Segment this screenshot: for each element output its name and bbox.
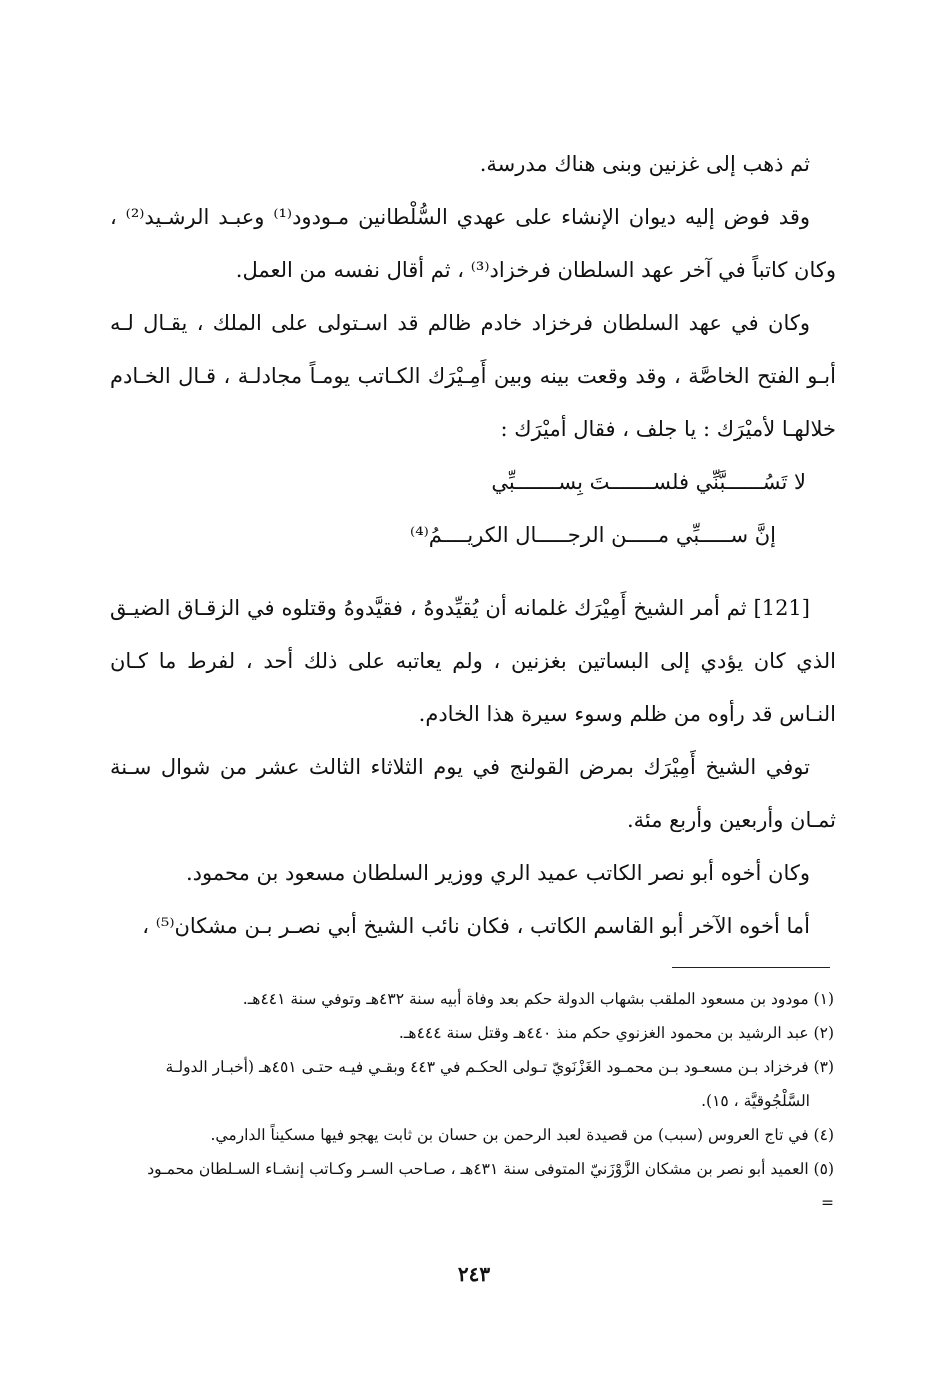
poetry-verse: [110, 456, 836, 562]
paragraph-3: وكان في عهد السلطان فرخزاد خادم ظالم قد اسـتولى على الملك ، يقـال لـه أبـو الفتح الخاصَّة ، وقد وقعت بينه وبين أَمِـيْرَك الكـاتب يومـاً مجادلـة ، قـال الخـادم خلالهـا لأميْرَك : يا جلف ، فقال أميْرَك :: [110, 311, 836, 441]
footnote-3: (٣) فرخزاد بـن مسعـود بـن محمـود الغَزْنَويّ تـولى الحكـم في ٤٤٣ وبقـي فيـه حتـى ٤٥١هـ (أخبـار الدولـة: [165, 1058, 834, 1076]
paragraph-2: وقد فوض إليه ديوان الإنشاء على عهدي السُّلْطانين مـودود⁽¹⁾ وعبـد الرشـيد⁽²⁾ ، وكان كاتباً في آخر عهد السلطان فرخزاد⁽³⁾ ، ثم أقال نفسه من العمل.: [110, 205, 836, 282]
footnote-1: (١) مودود بن مسعود الملقب بشهاب الدولة حكم بعد وفاة أبيه سنة ٤٣٢هـ وتوفي سنة ٤٤١هـ.: [242, 990, 834, 1008]
footnotes: [112, 982, 834, 1220]
paragraph-6: وكان أخوه أبو نصر الكاتب عميد الري ووزير السلطان مسعود بن محمود.: [186, 861, 810, 885]
footnote-2: (٢) عبد الرشيد بن محمود الغزنوي حكم منذ ٤٤٠هـ وقتل سنة ٤٤٤هـ.: [398, 1024, 834, 1042]
footnote-3-continued: السَّلْجُوقيَّة ، ١٥).: [701, 1092, 810, 1110]
verse-line-2: إنَّ ســـــبِّي مـــــن الرجـــــال الكريــــمُ⁽⁴⁾: [410, 523, 776, 547]
page-number: ٢٤٣: [457, 1262, 491, 1286]
footnote-continuation-mark: =: [821, 1194, 834, 1212]
paragraph-7: أما أخوه الآخر أبو القاسم الكاتب ، فكان نائب الشيخ أبي نصـر بـن مشكان⁽⁵⁾ ،: [142, 914, 810, 938]
footnote-divider: [672, 967, 830, 968]
footnote-4: (٤) في تاج العروس (سبب) من قصيدة لعبد الرحمن بن حسان بن ثابت يهجو فيها مسكيناً الدارمي.: [210, 1126, 834, 1144]
paragraph-1: ثم ذهب إلى غزنين وبنى هناك مدرسة.: [479, 152, 810, 176]
verse-line-1: لا تَسُــــــبَّنِّي فلســـــــتَ بِســـــــبِّي: [491, 470, 806, 494]
paragraph-4: [121] ثم أمر الشيخ أَمِيْرَك غلمانه أن يُقيِّدوهُ ، فقيَّدوهُ وقتلوه في الزقـاق الضيـق الذي كان يؤدي إلى البساتين بغزنين ، ولم يعاتبه على ذلك أحد ، لفرط ما كـان النـاس قد رأوه من ظلم وسوء سيرة هذا الخادم.: [110, 596, 836, 726]
paragraph-5: توفي الشيخ أَمِيْرَك بمرض القولنج في يوم الثلاثاء الثالث عشر من شوال سـنة ثمـان وأربعين وأربع مئة.: [110, 755, 836, 832]
main-text: [110, 138, 836, 953]
footnote-5: (٥) العميد أبو نصر بن مشكان الزَّوْزَنيّ المتوفى سنة ٤٣١هـ ، صـاحب السـر وكـاتب إنشـاء السـلطان محمـود: [147, 1160, 834, 1178]
